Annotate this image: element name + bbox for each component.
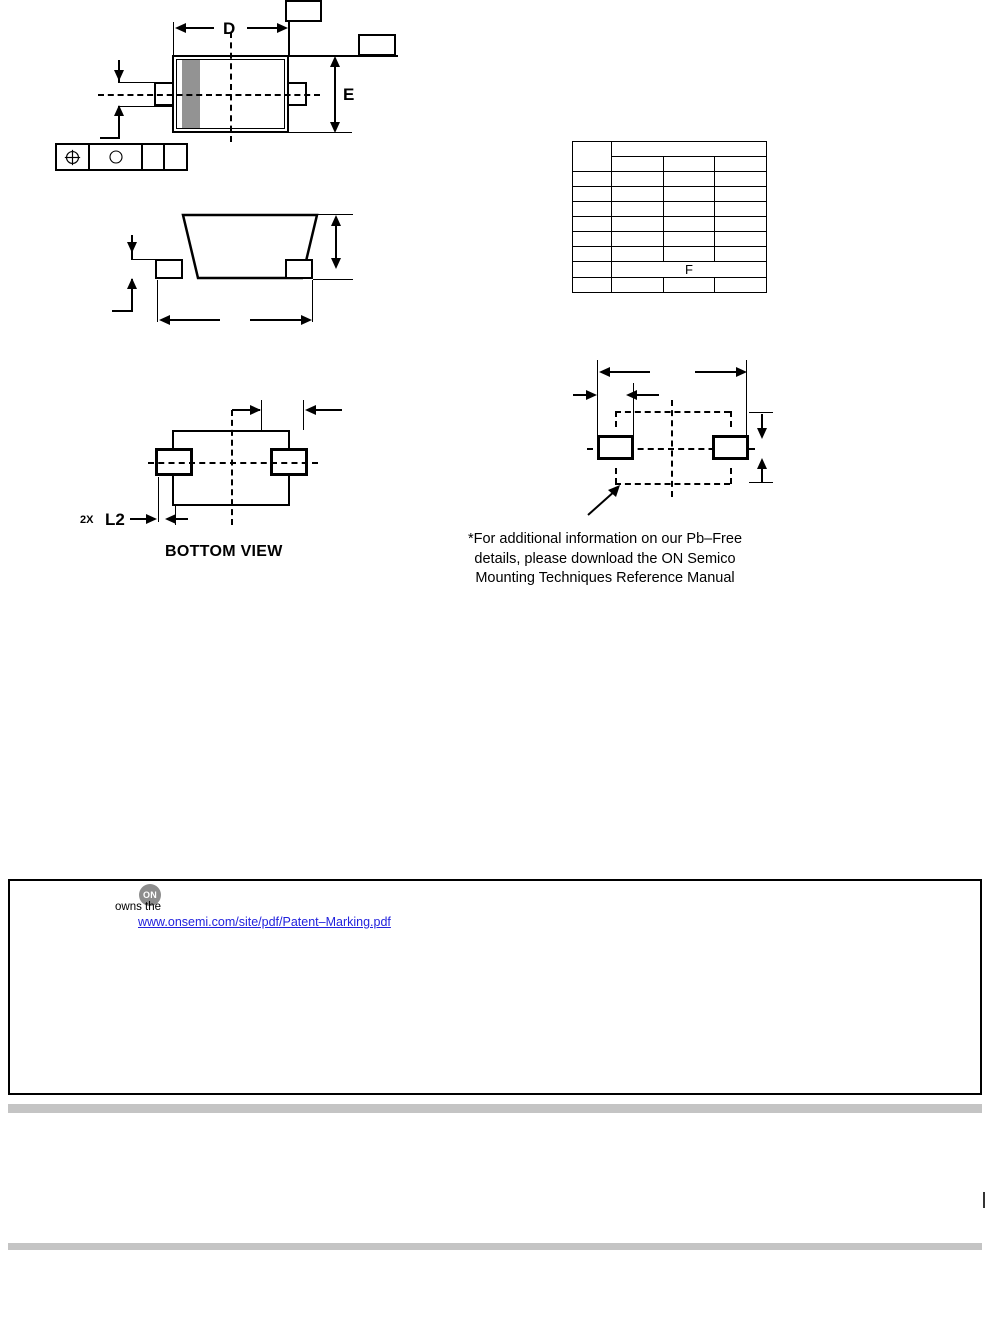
table-row bbox=[573, 232, 767, 247]
on-semiconductor-logo-icon: ON bbox=[139, 884, 161, 906]
fp-leader-arrow bbox=[580, 475, 640, 520]
d-dimension-line-right bbox=[247, 27, 277, 29]
lead-dim-base bbox=[100, 137, 120, 139]
table-header-merged bbox=[612, 142, 767, 157]
length-ext-right bbox=[312, 280, 313, 322]
length-dim-line-left bbox=[168, 319, 220, 321]
fp-dim-line-left bbox=[608, 371, 650, 373]
table-subheader-cell bbox=[715, 157, 767, 172]
table-cell bbox=[573, 247, 612, 262]
table-cell bbox=[612, 187, 664, 202]
table-row bbox=[573, 247, 767, 262]
top-view-figure bbox=[0, 0, 420, 185]
table-subheader-cell bbox=[663, 157, 715, 172]
table-corner-cell bbox=[573, 142, 612, 172]
fp-outline-right-lower bbox=[730, 468, 732, 484]
feature-control-frame bbox=[55, 143, 188, 171]
patent-marking-link[interactable]: www.onsemi.com/site/pdf/Patent–Marking.pdf bbox=[138, 915, 391, 929]
d-arrow-left bbox=[175, 23, 186, 33]
table-row bbox=[573, 187, 767, 202]
length-arrow-right bbox=[301, 315, 312, 325]
fp-dim-line-right bbox=[695, 371, 737, 373]
table-cell bbox=[715, 247, 767, 262]
standoff-arrow-down bbox=[127, 242, 137, 253]
footprint-note-line-2: details, please download the ON Semico bbox=[474, 550, 736, 567]
lead-dim-arrow-up bbox=[114, 105, 124, 116]
d-arrow-right bbox=[277, 23, 288, 33]
footprint-pad-left bbox=[597, 435, 634, 460]
centerline-horizontal bbox=[98, 94, 320, 96]
dimension-d-label: D bbox=[223, 19, 236, 38]
length-ext-left bbox=[157, 280, 158, 322]
table-cell bbox=[612, 232, 664, 247]
datum-a-cell bbox=[143, 145, 164, 169]
lead-dim-ext-upper bbox=[118, 82, 174, 83]
page-rule-lower bbox=[8, 1243, 982, 1250]
page-edge-mark bbox=[983, 1192, 985, 1208]
table-cell bbox=[663, 172, 715, 187]
bv-arrow-left-inner bbox=[305, 405, 316, 415]
page-rule-upper bbox=[8, 1104, 982, 1113]
table-header-row bbox=[573, 142, 767, 157]
right-arrow-up bbox=[331, 215, 341, 226]
table-cell bbox=[663, 232, 715, 247]
table-cell bbox=[715, 187, 767, 202]
table-cell bbox=[612, 172, 664, 187]
right-arrow-down bbox=[331, 258, 341, 269]
fp-height-ext-bottom bbox=[749, 482, 773, 483]
table-cell bbox=[715, 232, 767, 247]
lead-dim-arrow-down bbox=[114, 70, 124, 81]
dimension-e-label: E bbox=[343, 85, 355, 104]
table-row bbox=[573, 202, 767, 217]
bottom-view-figure bbox=[0, 395, 420, 575]
table-cell bbox=[573, 202, 612, 217]
footprint-note-line-3: Mounting Techniques Reference Manual bbox=[475, 570, 735, 586]
length-arrow-left bbox=[159, 315, 170, 325]
table-cell bbox=[612, 217, 664, 232]
fp-height-ext-top bbox=[749, 412, 773, 413]
e-dimension-line bbox=[334, 60, 336, 128]
table-row bbox=[573, 278, 767, 293]
table-cell bbox=[573, 217, 612, 232]
e-extension-top bbox=[289, 55, 352, 56]
bv-dim-line-right bbox=[314, 409, 342, 411]
footprint-pad-right bbox=[712, 435, 749, 460]
fp-ext-left-outer bbox=[597, 360, 598, 440]
e-extension-bottom bbox=[289, 132, 352, 133]
height-base bbox=[112, 310, 133, 312]
l2-multiplier-label: 2X bbox=[80, 514, 94, 526]
table-cell bbox=[663, 278, 715, 293]
table-row bbox=[573, 217, 767, 232]
diameter-tolerance-cell bbox=[90, 145, 143, 169]
side-view-foot-right bbox=[285, 259, 313, 279]
callout-box-2 bbox=[358, 34, 396, 56]
centerline-vertical bbox=[230, 32, 232, 142]
table-subheader-cell bbox=[612, 157, 664, 172]
standoff-ext-top bbox=[131, 259, 157, 260]
l2-leader bbox=[130, 518, 148, 520]
lead-dim-ext-lower bbox=[118, 106, 174, 107]
bv-ext-right bbox=[303, 400, 304, 430]
e-arrow-up bbox=[330, 56, 340, 67]
side-view-figure bbox=[0, 200, 420, 340]
table-cell bbox=[663, 202, 715, 217]
callout-box-1 bbox=[285, 0, 322, 22]
table-cell bbox=[663, 187, 715, 202]
fp-outline-left bbox=[615, 411, 617, 427]
right-ext-mid bbox=[313, 279, 353, 280]
bottom-view-title: BOTTOM VIEW bbox=[165, 543, 283, 560]
fp-pad-dim-line-right bbox=[637, 394, 659, 396]
table-cell bbox=[715, 172, 767, 187]
l2-dimension-label: L2 bbox=[105, 510, 125, 529]
table-note-first-cell bbox=[573, 262, 612, 278]
footprint-note-line-1: *For additional information on our Pb–Free bbox=[467, 531, 743, 547]
fp-height-arrow-up bbox=[757, 458, 767, 469]
datum-b-cell bbox=[165, 145, 186, 169]
fp-outline-right bbox=[730, 411, 732, 427]
table-row bbox=[573, 172, 767, 187]
bv-centerline-horizontal bbox=[148, 462, 318, 464]
table-cell bbox=[612, 247, 664, 262]
fp-height-arrow-down bbox=[757, 428, 767, 439]
table-cell bbox=[573, 187, 612, 202]
position-symbol-icon bbox=[64, 149, 81, 166]
table-cell bbox=[573, 172, 612, 187]
bv-centerline-vertical bbox=[231, 410, 233, 525]
table-cell bbox=[612, 278, 664, 293]
table-cell bbox=[715, 202, 767, 217]
table-note-merged-cell: F bbox=[612, 262, 767, 278]
legal-text-line: owns the bbox=[115, 901, 162, 913]
table-cell bbox=[715, 278, 767, 293]
legal-notice-box bbox=[8, 879, 982, 1095]
table-cell bbox=[573, 232, 612, 247]
fp-arrow-left bbox=[599, 367, 610, 377]
l2-ext-left bbox=[158, 477, 159, 522]
table-cell bbox=[573, 278, 612, 293]
side-view-foot-left bbox=[155, 259, 183, 279]
table-cell bbox=[612, 202, 664, 217]
table-cell bbox=[663, 247, 715, 262]
fp-pad-arrow-b bbox=[626, 390, 637, 400]
height-arrow-up bbox=[127, 278, 137, 289]
position-symbol-cell bbox=[57, 145, 90, 169]
table-cell bbox=[715, 217, 767, 232]
l2-inner-line bbox=[176, 518, 188, 520]
table-note-row bbox=[573, 262, 767, 278]
d-dimension-line-left bbox=[184, 27, 214, 29]
bv-arrow-right-inner bbox=[250, 405, 261, 415]
l2-arrow-inner bbox=[165, 514, 176, 524]
footprint-note bbox=[430, 530, 780, 589]
e-arrow-down bbox=[330, 122, 340, 133]
fp-arrow-right bbox=[736, 367, 747, 377]
fp-pad-arrow-a bbox=[586, 390, 597, 400]
table-cell bbox=[663, 217, 715, 232]
circle-icon bbox=[108, 149, 124, 165]
recommended-footprint-figure bbox=[560, 350, 800, 530]
fp-centerline-vertical bbox=[671, 400, 673, 497]
length-dim-line-right bbox=[250, 319, 302, 321]
dimension-table bbox=[572, 141, 767, 293]
